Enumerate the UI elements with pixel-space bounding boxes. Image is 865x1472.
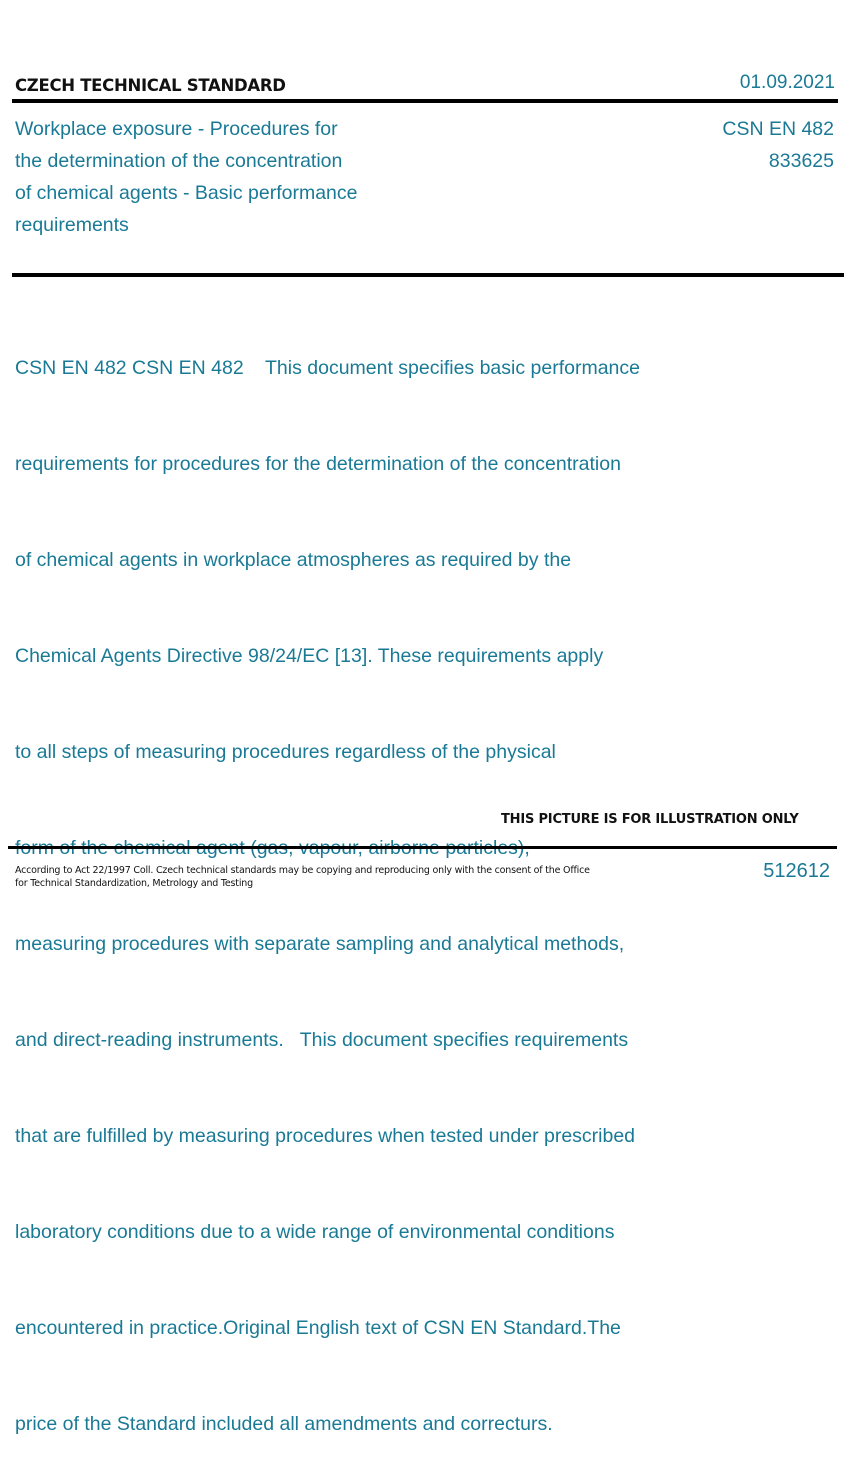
description-line: of chemical agents in workplace atmospheres as required by the — [15, 549, 572, 571]
description-line: Chemical Agents Directive 98/24/EC [13]. These requirements apply — [15, 645, 604, 667]
title-line: the determination of the concentration — [15, 150, 343, 172]
catalog-number: 833625 — [768, 150, 834, 172]
description-line: requirements for procedures for the determination of the concentration — [15, 453, 621, 475]
title-line: Workplace exposure - Procedures for — [15, 118, 338, 140]
legal-notice — [15, 864, 595, 890]
legal-notice-line: for Technical Standardization, Metrology and Testing — [15, 878, 253, 889]
legal-notice-line: According to Act 22/1997 Coll. Czech technical standards may be copying and reproducing only with the consent of the Office — [15, 865, 590, 876]
illustration-disclaimer: THIS PICTURE IS FOR ILLUSTRATION ONLY — [501, 812, 799, 827]
title-line: requirements — [15, 214, 129, 236]
description-line: measuring procedures with separate sampling and analytical methods, — [15, 933, 625, 955]
description-line: to all steps of measuring procedures regardless of the physical — [15, 741, 556, 763]
document-type-label: CZECH TECHNICAL STANDARD — [15, 76, 286, 95]
publication-date: 01.09.2021 — [739, 72, 835, 93]
description-line: and direct-reading instruments. This document specifies requirements — [15, 1029, 629, 1051]
footer-document-code: 512612 — [763, 860, 830, 882]
footer-divider — [8, 846, 837, 849]
description-line: CSN EN 482 CSN EN 482 This document specifies basic performance — [15, 357, 640, 379]
description-line: encountered in practice.Original English text of CSN EN Standard.The — [15, 1317, 621, 1339]
standard-code: CSN EN 482 — [722, 118, 834, 140]
description-line: that are fulfilled by measuring procedures when tested under prescribed — [15, 1125, 636, 1147]
title-divider — [12, 273, 844, 277]
standard-identifiers — [722, 113, 834, 177]
title-line: of chemical agents - Basic performance — [15, 182, 358, 204]
description-line: price of the Standard included all amendments and correcturs. — [15, 1413, 553, 1435]
description-line: laboratory conditions due to a wide range of environmental conditions — [15, 1221, 615, 1243]
header-divider — [12, 99, 838, 103]
standard-title — [15, 113, 415, 241]
